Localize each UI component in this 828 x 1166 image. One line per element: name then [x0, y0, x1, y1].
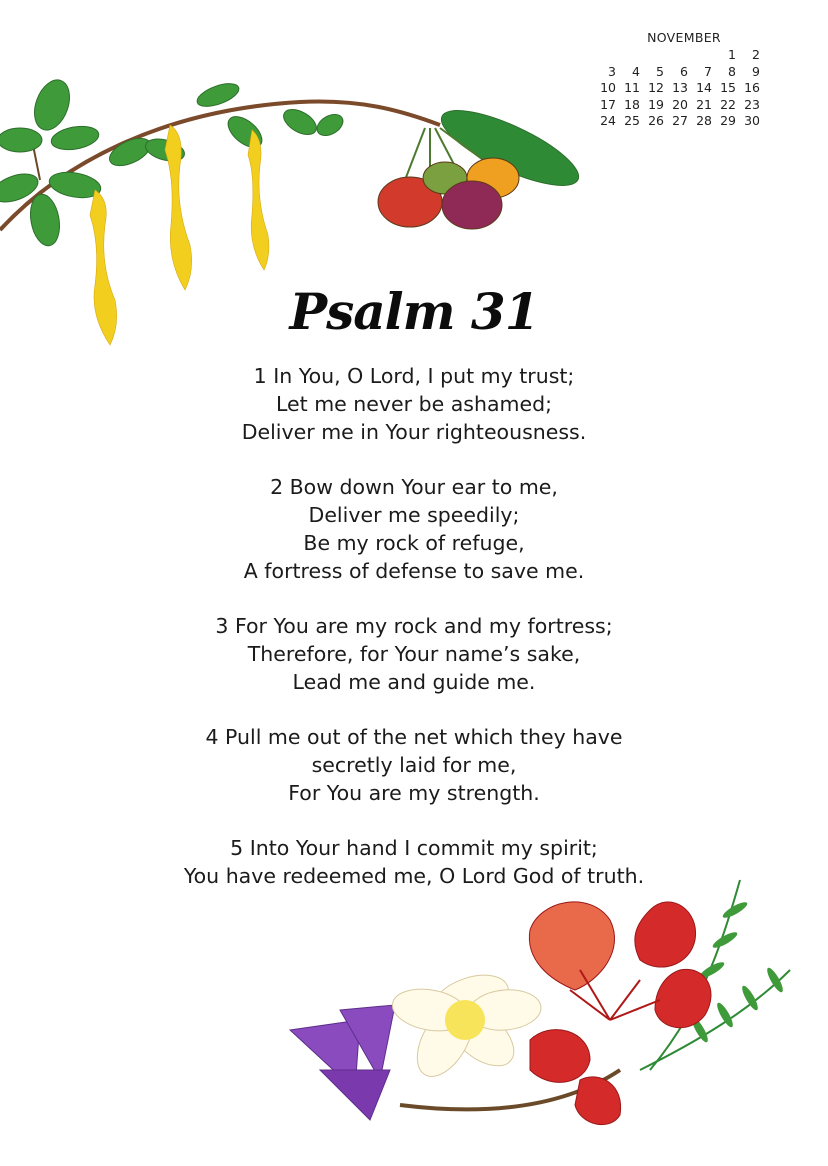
- verse-line: 3 For You are my rock and my fortress;: [215, 614, 613, 638]
- calendar-day: 7: [704, 63, 712, 79]
- calendar-day: [594, 47, 618, 64]
- calendar-day: [618, 47, 642, 64]
- verse-line: For You are my strength.: [288, 781, 540, 805]
- flowers-illustration: [280, 870, 810, 1140]
- verse-line: Lead me and guide me.: [292, 670, 536, 694]
- verse-4: [0, 723, 828, 807]
- verse-3: [0, 612, 828, 696]
- calendar-day: 21: [696, 96, 712, 112]
- verse-line: A fortress of defense to save me.: [243, 559, 585, 583]
- calendar-day: 30: [744, 113, 760, 128]
- calendar-day: 11: [624, 80, 640, 95]
- calendar: [592, 30, 768, 130]
- calendar-day: 6: [680, 63, 688, 79]
- verse-line: Let me never be ashamed;: [275, 392, 553, 416]
- calendar-day: 19: [648, 96, 664, 112]
- calendar-day: 8: [728, 63, 736, 79]
- calendar-day: 26: [648, 113, 664, 128]
- calendar-day: 25: [624, 113, 640, 128]
- verse-2: [0, 473, 828, 585]
- calendar-grid: [594, 47, 768, 130]
- calendar-day: [666, 47, 690, 64]
- calendar-day: 13: [672, 80, 688, 95]
- verse-line: 5 Into Your hand I commit my spirit;: [230, 836, 598, 860]
- calendar-day: [690, 47, 714, 64]
- verse-line: 1 In You, O Lord, I put my trust;: [253, 364, 575, 388]
- calendar-month: NOVEMBER: [647, 30, 721, 45]
- verse-line: You have redeemed me, O Lord God of truth.: [183, 864, 645, 888]
- calendar-day: 5: [656, 63, 664, 79]
- calendar-day: 24: [600, 113, 616, 128]
- calendar-day: 12: [648, 80, 664, 95]
- page-title: Psalm 31: [289, 282, 539, 341]
- calendar-day: 28: [696, 113, 712, 128]
- calendar-day: 23: [744, 96, 760, 112]
- verse-line: Be my rock of refuge,: [303, 531, 525, 555]
- verse-line: Therefore, for Your name’s sake,: [247, 642, 581, 666]
- calendar-day: 10: [600, 80, 616, 95]
- calendar-day: [642, 47, 666, 64]
- calendar-day: 16: [744, 80, 760, 95]
- calendar-day: 29: [720, 113, 736, 128]
- calendar-day: 9: [752, 63, 760, 79]
- calendar-day: 27: [672, 113, 688, 128]
- calendar-day: 3: [608, 63, 616, 79]
- calendar-day: 14: [696, 80, 712, 95]
- calendar-day: 17: [600, 96, 616, 112]
- verse-1: [0, 362, 828, 446]
- calendar-day: 1: [728, 47, 736, 62]
- calendar-day: 22: [720, 96, 736, 112]
- calendar-day: 18: [624, 96, 640, 112]
- verse-line: 2 Bow down Your ear to me,: [270, 475, 558, 499]
- verse-line: Deliver me in Your righteousness.: [241, 420, 587, 444]
- verse-line: 4 Pull me out of the net which they have: [205, 725, 623, 749]
- calendar-day: 20: [672, 96, 688, 112]
- calendar-day: 2: [752, 47, 760, 62]
- psalm-verses: [0, 362, 828, 917]
- verse-line: Deliver me speedily;: [308, 503, 520, 527]
- verse-line: secretly laid for me,: [311, 753, 517, 777]
- calendar-day: 4: [632, 63, 640, 79]
- calendar-day: 15: [720, 80, 736, 95]
